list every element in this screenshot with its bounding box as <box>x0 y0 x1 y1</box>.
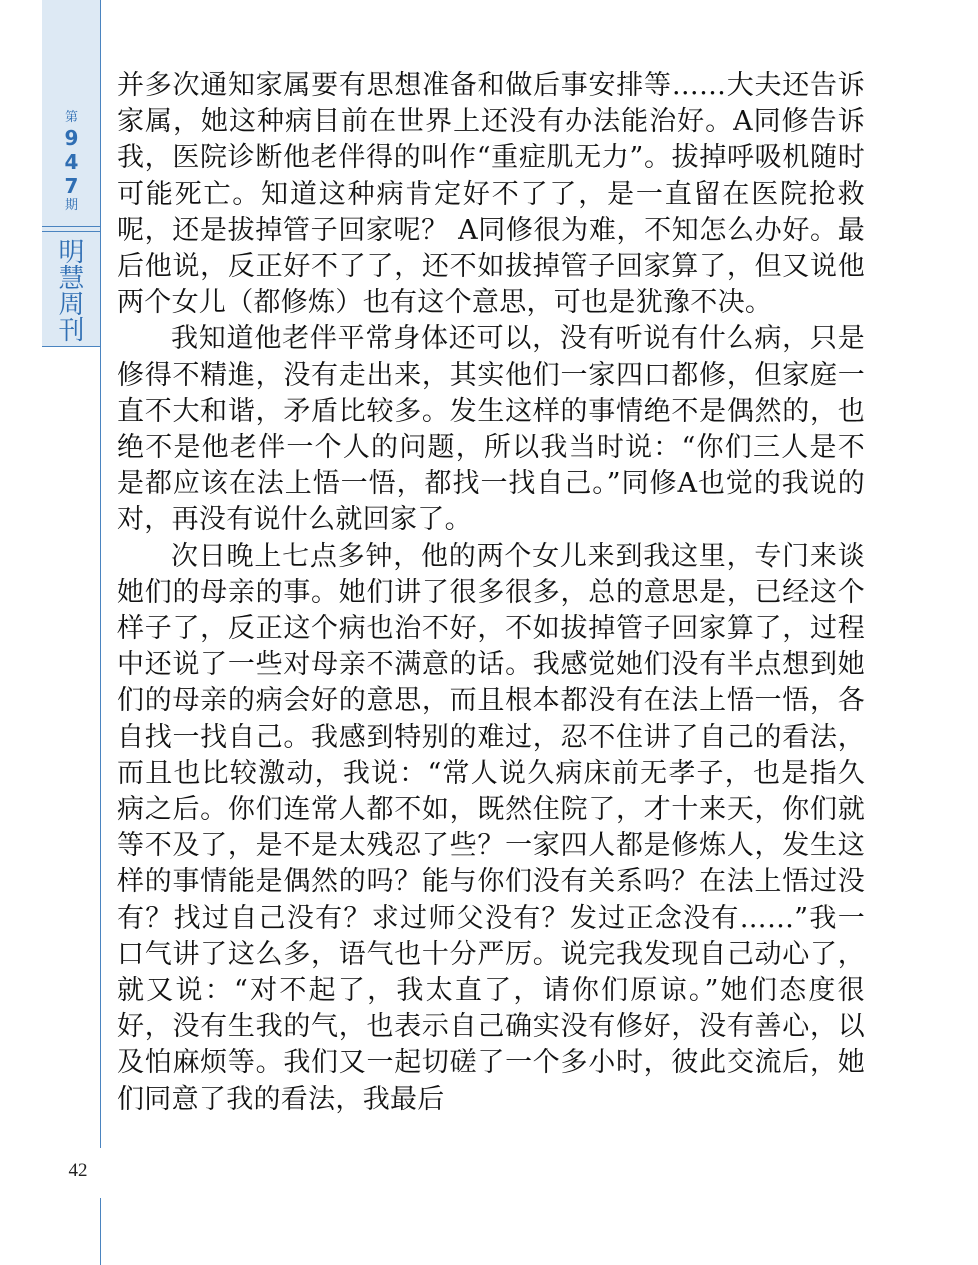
issue-digit-1: 9 <box>64 126 79 150</box>
paragraph-3: 次日晚上七点多钟，他的两个女儿来到我这里，专门来谈她们的母亲的事。她们讲了很多很多，总的意思是，已经这个样子了，反正这个病也治不好，不如拔掉管子回家算了，过程中还说了一些对母亲不满意的话。我感觉她们没有半点想到她们的母亲的病会好的意思，而且根本都没有在法上悟一悟，各自找一找自己。我感到特别的难过，忍不住讲了自己的看法，而且也比较激动，我说：“常人说久病床前无孝子，也是指久病之后。你们连常人都不如，既然住院了，才十来天，你们就等不及了，是不是太残忍了些？一家四人都是修炼人，发生这样的事情能是偶然的吗？能与你们没有关系吗？在法上悟过没有？找过自己没有？求过师父没有？发过正念没有……”我一口气讲了这么多，语气也十分严厉。说完我发现自己动心了，就又说：“对不起了，我太直了，请你们原谅。”她们态度很好，没有生我的气，也表示自己确实没有修好，没有善心，以及怕麻烦等。我们又一起切磋了一个多小时，彼此交流后，她们同意了我的看法，我最后 <box>117 540 865 1115</box>
sidebar-divider-end <box>42 346 101 347</box>
issue-number <box>42 110 101 214</box>
page-number: 42 <box>68 1160 88 1181</box>
sidebar-divider-top <box>42 226 101 227</box>
sidebar <box>0 0 102 1265</box>
magazine-title-char: 周 <box>58 290 85 320</box>
magazine-title-char: 刊 <box>58 316 85 346</box>
paragraph-2: 我知道他老伴平常身体还可以，没有听说有什么病，只是修得不精進，没有走出来，其实他们一家四口都修，但家庭一直不大和谐，矛盾比较多。发生这样的事情绝不是偶然的，也绝不是他老伴一个人的问题，所以我当时说：“你们三人是不是都应该在法上悟一悟，都找一找自己。”同修A也觉的我说的对，再没有说什么就回家了。 <box>117 323 865 536</box>
issue-suffix: 期 <box>64 198 78 213</box>
magazine-title-char: 慧 <box>58 264 85 294</box>
sidebar-rule-bottom <box>100 1198 101 1265</box>
issue-digit-3: 7 <box>64 174 79 198</box>
sidebar-divider-bottom <box>42 231 101 232</box>
issue-prefix: 第 <box>64 110 78 125</box>
issue-digit-2: 4 <box>64 150 79 174</box>
article-body <box>117 68 865 1118</box>
magazine-title-char: 明 <box>58 238 85 268</box>
paragraph-1: 并多次通知家属要有思想准备和做后事安排等……大夫还告诉家属，她这种病目前在世界上还没有办法能治好。A同修告诉我，医院诊断他老伴得的叫作“重症肌无力”。拔掉呼吸机随时可能死亡。知道这种病肯定好不了了，是一直留在医院抢救呢，还是拔掉管子回家呢？ A同修很为难，不知怎么办好。最后他说，反正好不了了，还不如拔掉管子回家算了，但又说他两个女儿（都修炼）也有这个意思，可也是犹豫不决。 <box>117 70 865 319</box>
magazine-title <box>42 240 101 344</box>
